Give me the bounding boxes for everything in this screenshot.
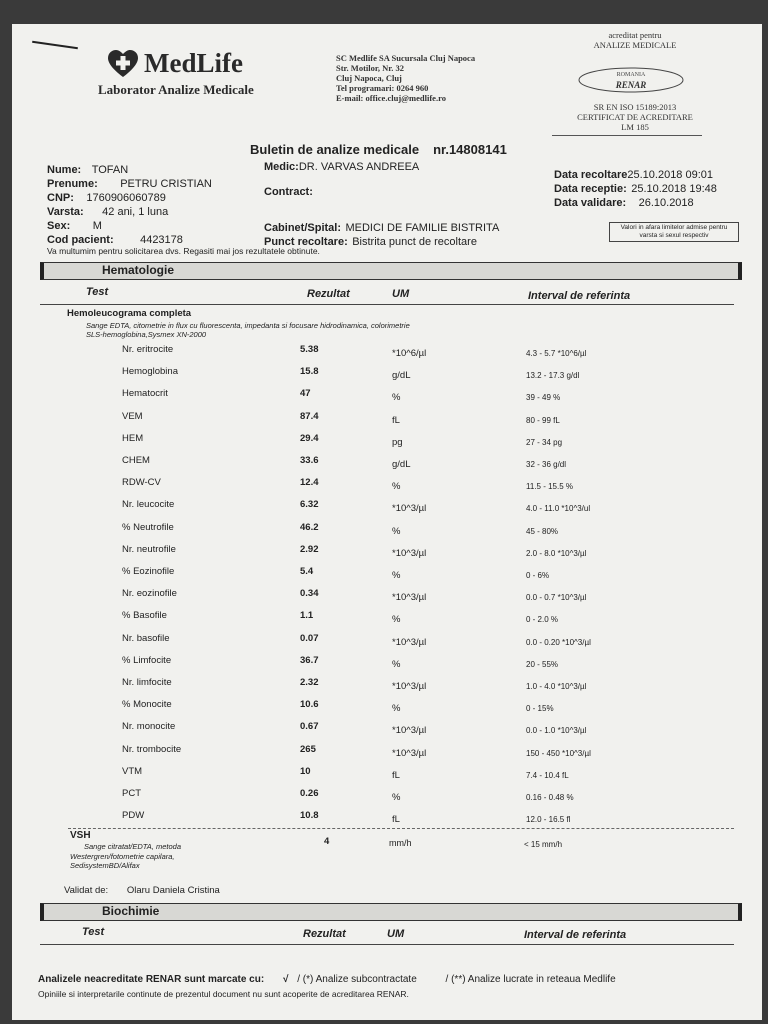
document-number: nr.14808141 (433, 142, 507, 157)
cell-name: CHEM (122, 455, 150, 466)
pen-mark (32, 41, 78, 49)
cell-name: Nr. monocite (122, 721, 176, 733)
cell-um: % (392, 658, 401, 670)
cell-ref: 0.0 - 1.0 *10^3/µl (526, 726, 587, 736)
logo-text: MedLife (144, 48, 243, 78)
table-row (12, 633, 762, 653)
cabinet: Cabinet/Spital: MEDICI DE FAMILIE BISTRITA (264, 222, 500, 234)
cell-ref: 27 - 34 pg (526, 437, 563, 447)
cell-ref: 0.16 - 0.48 % (526, 793, 574, 802)
cell-um: *10^3/µl (392, 747, 427, 759)
col-test: Test (86, 286, 109, 298)
heart-cross-icon (108, 50, 138, 78)
cell-um: fL (392, 769, 400, 781)
renar-seal (576, 66, 686, 94)
cell-result: 0.26 (300, 788, 319, 799)
cell-name: Nr. eozinofile (122, 588, 177, 600)
thanks-line: Va multumim pentru solicitarea dvs. Regasiti mai jos rezultatele obtinute. (47, 246, 320, 256)
table-row (12, 388, 762, 408)
cell-name: Hemoglobina (122, 366, 178, 378)
patient-sex: Sex: M (47, 220, 102, 232)
date-collected: Data recoltare25.10.2018 09:01 (554, 169, 714, 181)
table-row (12, 588, 762, 608)
medlife-logo (108, 48, 243, 79)
vsh-method: Sange citratat/EDTA, metoda Westergren/fotometrie capilara, SedisystemBD/Alifax (70, 842, 181, 870)
cell-ref: 32 - 36 g/dl (526, 460, 567, 469)
table-row (12, 411, 762, 431)
header-rule (40, 304, 734, 305)
cell-result: 46.2 (300, 521, 319, 533)
cell-ref: 0 - 2.0 % (526, 615, 559, 625)
table-row (12, 766, 762, 786)
patient-name: Nume: TOFAN (47, 164, 129, 176)
lab-address: SC Medlife SA Sucursala Cluj Napoca Str. Motilor, Nr. 32 Cluj Napoca, Cluj Tel programari: 0264 960 E-mail: office.cluj@medlife.ro (336, 53, 476, 103)
section-hematologie: Hematologie (40, 262, 742, 280)
cell-result: 10.8 (300, 810, 319, 822)
table-row (12, 655, 762, 675)
group-title: Hemoleucograma completa (67, 308, 192, 319)
cell-um: % (392, 703, 401, 715)
cell-name: PDW (122, 810, 145, 822)
footer-disclaimer: Opiniile si interpretarile continute de prezentul document nu sunt acoperite de acreditarea RENAR. (38, 989, 409, 999)
cell-name: Hematocrit (122, 388, 168, 400)
method-line-2: SLS-hemoglobina,Sysmex XN-2000 (86, 330, 207, 339)
cell-result: 29.4 (300, 432, 319, 444)
validated-by: Validat de: Olaru Daniela Cristina (64, 885, 220, 896)
table-row (12, 344, 762, 364)
table-row (12, 544, 762, 564)
table-row (12, 610, 762, 630)
accreditation-bottom: SR EN ISO 15189:2013 CERTIFICAT DE ACREDITARE LM 185 (577, 102, 693, 132)
cell-name: % Limfocite (122, 654, 172, 666)
cell-ref: 2.0 - 8.0 *10^3/µl (526, 548, 587, 558)
cell-result: 33.6 (300, 455, 319, 466)
cell-um: % (392, 481, 401, 493)
cell-ref: 0.0 - 0.7 *10^3/µl (526, 593, 587, 603)
lab-report-page (12, 24, 762, 1020)
cell-result: 0.07 (300, 632, 319, 644)
medic: Medic:DR. VARVAS ANDREEA (264, 161, 420, 173)
table-row (12, 721, 762, 741)
cell-ref: 0.0 - 0.20 *10^3/µl (526, 637, 591, 647)
cell-result: 2.32 (300, 677, 319, 688)
cell-result: 10.6 (300, 699, 319, 711)
vsh-name: VSH (70, 830, 91, 841)
cell-um: *10^3/µl (392, 636, 427, 648)
table-row (12, 433, 762, 453)
patient-cnp: CNP: 1760906060789 (47, 192, 166, 204)
cell-result: 0.67 (300, 721, 319, 733)
cell-result: 5.4 (300, 566, 314, 577)
table-row (12, 677, 762, 697)
cell-um: fL (392, 414, 400, 426)
date-received: Data receptie: 25.10.2018 19:48 (554, 183, 717, 195)
patient-code: Cod pacient: 4423178 (47, 234, 183, 246)
collection-point: Punct recoltare: Bistrita punct de recoltare (264, 236, 477, 248)
vsh-ref: < 15 mm/h (524, 840, 563, 849)
cell-um: *10^3/µl (392, 725, 427, 737)
cell-result: 2.92 (300, 543, 319, 555)
vsh-rule (68, 828, 734, 829)
cell-um: *10^3/µl (392, 547, 427, 559)
cell-result: 87.4 (300, 410, 319, 422)
cell-result: 36.7 (300, 654, 319, 666)
patient-age: Varsta: 42 ani, 1 luna (47, 206, 169, 218)
cell-um: *10^3/µl (392, 681, 427, 692)
logo-subtitle: Laborator Analize Medicale (98, 82, 254, 97)
cell-result: 1.1 (300, 610, 314, 622)
bio-col-um: UM (387, 928, 405, 940)
table-row (12, 477, 762, 497)
cell-ref: 39 - 49 % (526, 393, 561, 403)
cell-result: 12.4 (300, 477, 319, 489)
table-row (12, 699, 762, 719)
cell-ref: 7.4 - 10.4 fL (526, 770, 569, 780)
cell-ref: 20 - 55% (526, 659, 559, 669)
cell-ref: 11.5 - 15.5 % (526, 482, 573, 492)
cell-ref: 0 - 15% (526, 704, 554, 714)
cell-um: g/dL (392, 459, 411, 470)
cell-name: Nr. eritrocite (122, 344, 174, 355)
cell-ref: 12.0 - 16.5 fl (526, 815, 571, 825)
table-row (12, 566, 762, 586)
vsh-result: 4 (324, 836, 330, 847)
date-validated: Data validare: 26.10.2018 (554, 197, 694, 209)
contract: Contract: (264, 186, 313, 198)
svg-text:RENAR: RENAR (615, 80, 647, 90)
accreditation-underline (552, 135, 702, 136)
section-biochimie: Biochimie (40, 903, 742, 921)
cell-ref: 4.0 - 11.0 *10^3/ul (526, 504, 591, 514)
cell-um: pg (392, 436, 403, 448)
table-row (12, 455, 762, 475)
cell-um: % (392, 792, 401, 803)
accreditation-top: acreditat pentru ANALIZE MEDICALE (593, 30, 677, 50)
cell-um: fL (392, 814, 400, 826)
cell-name: RDW-CV (122, 477, 161, 489)
cell-name: % Eozinofile (122, 566, 175, 577)
cell-name: Nr. neutrofile (122, 543, 176, 555)
cell-ref: 0 - 6% (526, 571, 550, 580)
svg-text:ROMANIA: ROMANIA (616, 72, 646, 78)
cell-result: 265 (300, 743, 316, 755)
cell-name: HEM (122, 432, 144, 444)
cell-ref: 80 - 99 fL (526, 415, 560, 425)
table-row (12, 499, 762, 519)
table-row (12, 788, 762, 808)
cell-name: % Basofile (122, 610, 167, 622)
table-row (12, 522, 762, 542)
cell-result: 0.34 (300, 588, 319, 600)
cell-result: 15.8 (300, 366, 319, 378)
method-line-1: Sange EDTA, citometrie in flux cu fluorescenta, impedanta si focusare hidrodinamica, colorimetrie (86, 321, 410, 330)
check-mark: √ (282, 974, 289, 985)
cell-name: % Neutrofile (122, 521, 174, 533)
cell-result: 6.32 (300, 499, 319, 511)
patient-firstname: Prenume: PETRU CRISTIAN (47, 178, 212, 190)
cell-name: % Monocite (122, 699, 172, 711)
cell-um: *10^6/µl (392, 348, 427, 359)
cell-um: *10^3/µl (392, 503, 427, 515)
cell-um: % (392, 570, 401, 581)
cell-um: % (392, 392, 401, 404)
cell-result: 47 (300, 388, 311, 400)
cell-ref: 13.2 - 17.3 g/dl (526, 371, 580, 381)
vsh-um: mm/h (389, 838, 412, 848)
cell-um: g/dL (392, 370, 411, 382)
col-um: UM (392, 288, 410, 300)
cell-result: 10 (300, 765, 311, 777)
cell-um: % (392, 614, 401, 626)
bio-col-test: Test (82, 926, 105, 938)
cell-um: *10^3/µl (392, 592, 427, 604)
cell-name: Nr. basofile (122, 632, 170, 644)
cell-name: Nr. limfocite (122, 677, 172, 688)
cell-ref: 150 - 450 *10^3/µl (526, 748, 591, 758)
cell-name: VTM (122, 765, 143, 777)
cell-name: Nr. trombocite (122, 743, 182, 755)
out-of-range-note: Valori in afara limitelor admise pentru varsta si sexul respectiv (609, 222, 739, 242)
table-row (12, 366, 762, 386)
cell-um: % (392, 525, 401, 537)
document-title: Buletin de analize medicale nr.14808141 (250, 142, 507, 157)
table-row (12, 744, 762, 764)
bio-header-rule (40, 944, 734, 945)
cell-ref: 45 - 80% (526, 526, 559, 536)
cell-ref: 1.0 - 4.0 *10^3/µl (526, 682, 587, 691)
bio-col-ref: Interval de referinta (524, 929, 627, 941)
footer-legend: Analizele neacreditate RENAR sunt marcate cu: √ / (*) Analize subcontractate / (**) Analize lucrate in reteaua Medlife (38, 974, 616, 985)
cell-result: 5.38 (300, 344, 319, 355)
col-ref: Interval de referinta (528, 290, 631, 302)
cell-name: PCT (122, 788, 141, 799)
col-result: Rezultat (307, 288, 350, 300)
cell-name: VEM (122, 410, 143, 422)
cell-ref: 4.3 - 5.7 *10^6/µl (526, 349, 587, 358)
cell-name: Nr. leucocite (122, 499, 175, 511)
bio-col-result: Rezultat (303, 928, 346, 940)
